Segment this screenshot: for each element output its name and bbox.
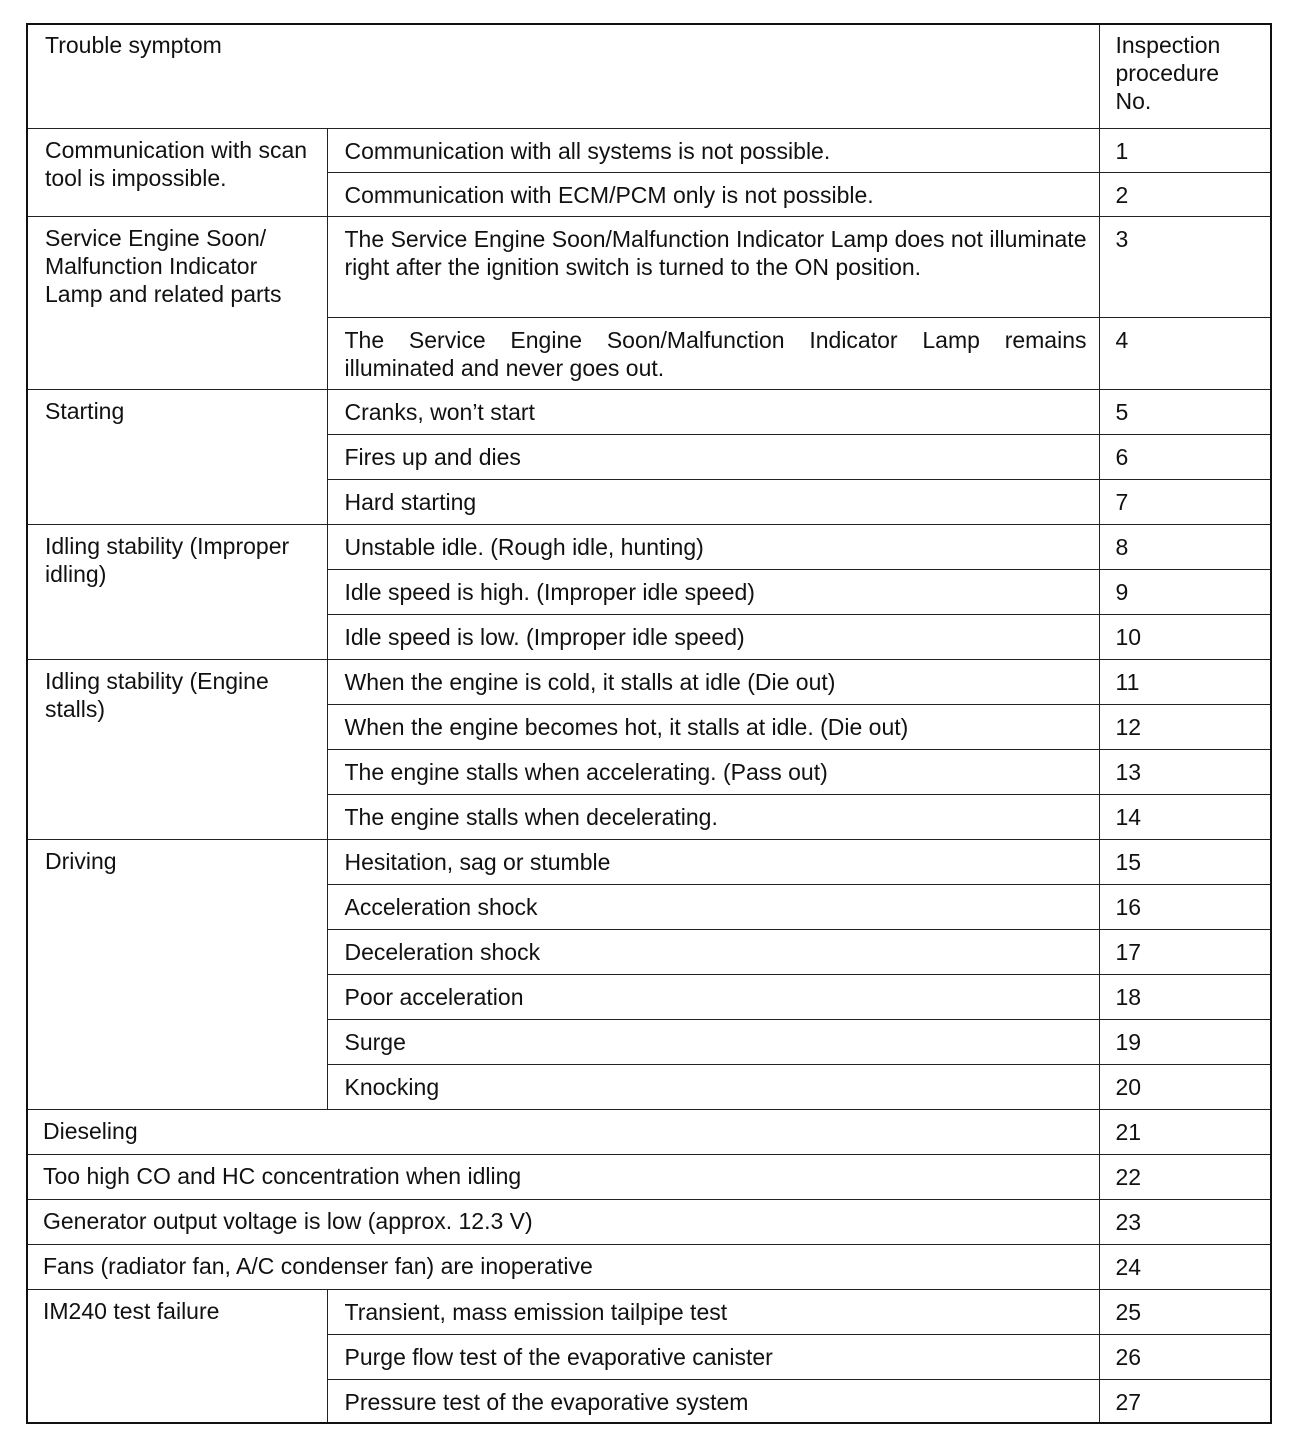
category-cell: Starting bbox=[27, 389, 327, 524]
symptom-detail-cell: Idle speed is high. (Improper idle speed) bbox=[327, 569, 1099, 614]
category-cell: Fans (radiator fan, A/C condenser fan) are inoperative bbox=[27, 1244, 1099, 1289]
symptom-detail-cell: The Service Engine Soon/Malfunction Indicator Lamp remains illuminated and never goes out. bbox=[327, 317, 1099, 389]
table-row bbox=[27, 1289, 1271, 1334]
symptom-detail-cell: The engine stalls when accelerating. (Pass out) bbox=[327, 749, 1099, 794]
symptom-detail-cell: Deceleration shock bbox=[327, 929, 1099, 974]
table-row bbox=[27, 216, 1271, 317]
category-cell: Idling stability (Engine stalls) bbox=[27, 659, 327, 839]
table-header-row bbox=[27, 24, 1271, 128]
symptom-detail-cell: Surge bbox=[327, 1019, 1099, 1064]
category-cell: Idling stability (Improper idling) bbox=[27, 524, 327, 659]
procedure-number-cell: 24 bbox=[1099, 1244, 1271, 1289]
procedure-number-cell: 3 bbox=[1099, 216, 1271, 317]
procedure-number-cell: 14 bbox=[1099, 794, 1271, 839]
table-row bbox=[27, 1154, 1271, 1199]
procedure-number-cell: 8 bbox=[1099, 524, 1271, 569]
procedure-number-cell: 20 bbox=[1099, 1064, 1271, 1109]
procedure-number-cell: 21 bbox=[1099, 1109, 1271, 1154]
table-row bbox=[27, 1244, 1271, 1289]
category-cell: Too high CO and HC concentration when idling bbox=[27, 1154, 1099, 1199]
trouble-symptom-table bbox=[26, 23, 1272, 1424]
symptom-detail-cell: The Service Engine Soon/Malfunction Indicator Lamp does not illuminate right after the ignition switch is turned to the ON position. bbox=[327, 216, 1099, 317]
procedure-number-cell: 25 bbox=[1099, 1289, 1271, 1334]
symptom-detail-cell: When the engine is cold, it stalls at idle (Die out) bbox=[327, 659, 1099, 704]
table-row bbox=[27, 1109, 1271, 1154]
procedure-number-cell: 6 bbox=[1099, 434, 1271, 479]
symptom-detail-cell: Communication with all systems is not possible. bbox=[327, 128, 1099, 172]
procedure-number-cell: 17 bbox=[1099, 929, 1271, 974]
procedure-number-cell: 26 bbox=[1099, 1334, 1271, 1379]
symptom-detail-cell: Idle speed is low. (Improper idle speed) bbox=[327, 614, 1099, 659]
procedure-number-cell: 15 bbox=[1099, 839, 1271, 884]
category-cell: Communication with scan tool is impossible. bbox=[27, 128, 327, 216]
table-row bbox=[27, 659, 1271, 704]
header-trouble-symptom: Trouble symptom bbox=[27, 24, 1099, 128]
symptom-detail-cell: Knocking bbox=[327, 1064, 1099, 1109]
symptom-detail-cell: Poor acceleration bbox=[327, 974, 1099, 1019]
procedure-number-cell: 7 bbox=[1099, 479, 1271, 524]
procedure-number-cell: 11 bbox=[1099, 659, 1271, 704]
procedure-number-cell: 16 bbox=[1099, 884, 1271, 929]
symptom-detail-cell: Communication with ECM/PCM only is not possible. bbox=[327, 172, 1099, 216]
procedure-number-cell: 1 bbox=[1099, 128, 1271, 172]
table-row bbox=[27, 839, 1271, 884]
symptom-detail-cell: Purge flow test of the evaporative canister bbox=[327, 1334, 1099, 1379]
category-cell: Service Engine Soon/ Malfunction Indicator Lamp and related parts bbox=[27, 216, 327, 389]
category-cell: Driving bbox=[27, 839, 327, 1109]
document-page bbox=[26, 23, 1270, 1424]
procedure-number-cell: 22 bbox=[1099, 1154, 1271, 1199]
procedure-number-cell: 10 bbox=[1099, 614, 1271, 659]
category-cell: Generator output voltage is low (approx. 12.3 V) bbox=[27, 1199, 1099, 1244]
procedure-number-cell: 27 bbox=[1099, 1379, 1271, 1423]
procedure-number-cell: 19 bbox=[1099, 1019, 1271, 1064]
category-cell: IM240 test failure bbox=[27, 1289, 327, 1423]
table-row bbox=[27, 524, 1271, 569]
category-cell: Dieseling bbox=[27, 1109, 1099, 1154]
symptom-detail-cell: The engine stalls when decelerating. bbox=[327, 794, 1099, 839]
symptom-detail-cell: Acceleration shock bbox=[327, 884, 1099, 929]
symptom-detail-cell: Cranks, won’t start bbox=[327, 389, 1099, 434]
table-row bbox=[27, 128, 1271, 172]
procedure-number-cell: 23 bbox=[1099, 1199, 1271, 1244]
symptom-detail-cell: Pressure test of the evaporative system bbox=[327, 1379, 1099, 1423]
procedure-number-cell: 5 bbox=[1099, 389, 1271, 434]
symptom-detail-cell: When the engine becomes hot, it stalls at idle. (Die out) bbox=[327, 704, 1099, 749]
procedure-number-cell: 18 bbox=[1099, 974, 1271, 1019]
symptom-detail-cell: Hesitation, sag or stumble bbox=[327, 839, 1099, 884]
procedure-number-cell: 2 bbox=[1099, 172, 1271, 216]
symptom-detail-cell: Fires up and dies bbox=[327, 434, 1099, 479]
procedure-number-cell: 4 bbox=[1099, 317, 1271, 389]
table-row bbox=[27, 389, 1271, 434]
procedure-number-cell: 13 bbox=[1099, 749, 1271, 794]
header-inspection-procedure: Inspection procedure No. bbox=[1099, 24, 1271, 128]
procedure-number-cell: 12 bbox=[1099, 704, 1271, 749]
table-row bbox=[27, 1199, 1271, 1244]
symptom-detail-cell: Transient, mass emission tailpipe test bbox=[327, 1289, 1099, 1334]
symptom-detail-cell: Hard starting bbox=[327, 479, 1099, 524]
procedure-number-cell: 9 bbox=[1099, 569, 1271, 614]
symptom-detail-cell: Unstable idle. (Rough idle, hunting) bbox=[327, 524, 1099, 569]
